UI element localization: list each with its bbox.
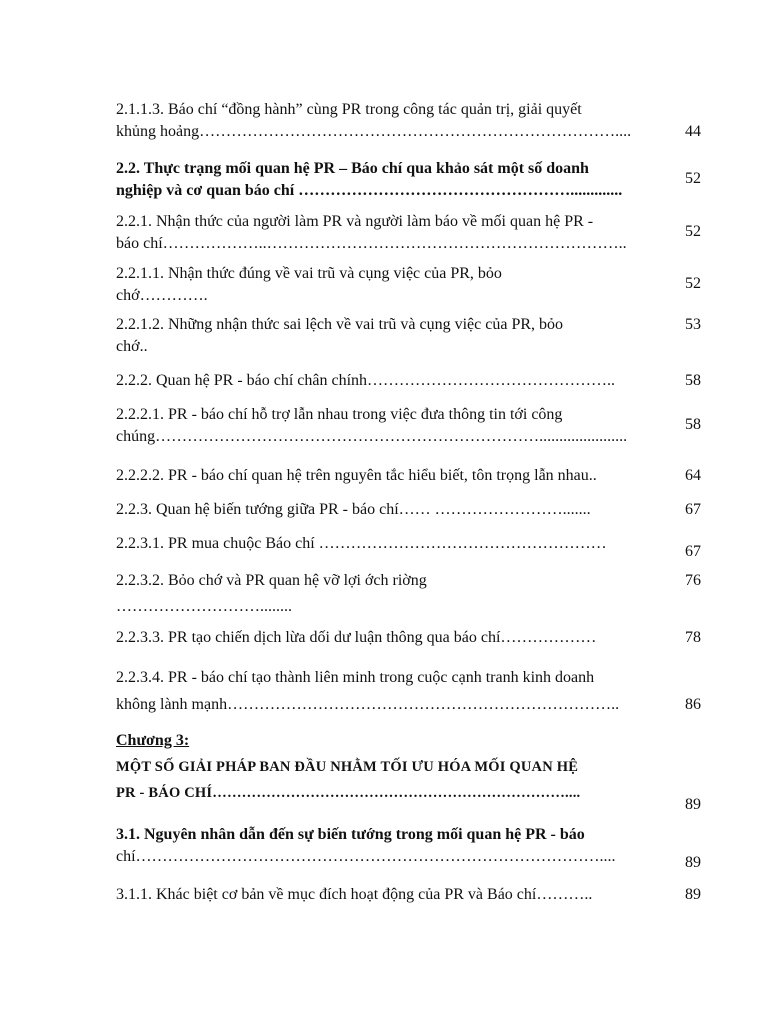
toc-line: 2.2.2. Quan hệ PR - báo chí chân chính……………………………………….. bbox=[116, 372, 616, 389]
toc-line: 2.2.1. Nhận thức của người làm PR và người làm báo về mối quan hệ PR - bbox=[116, 213, 594, 230]
toc-line: 2.2.2.2. PR - báo chí quan hệ trên nguyên tắc hiểu biết, tôn trọng lẫn nhau.. bbox=[116, 467, 597, 484]
toc-entry bbox=[116, 211, 701, 255]
toc-line: không lành mạnh……………………………………………………………….. bbox=[116, 696, 620, 713]
toc-line: 2.2.3.1. PR mua chuộc Báo chí ……………………………………………… bbox=[116, 535, 607, 552]
toc-page-number: 89 bbox=[685, 796, 701, 813]
chapter-title-line: PR - BÁO CHÍ……………………………………………………………….... bbox=[116, 785, 581, 801]
toc-page-number: 64 bbox=[685, 467, 701, 484]
chapter-label: Chương 3: bbox=[116, 732, 190, 749]
toc-page-number: 89 bbox=[685, 886, 701, 903]
toc-entry bbox=[116, 533, 701, 563]
toc-line: 2.2.1.2. Những nhận thức sai lệch về vai trũ và cụng việc của PR, bỏo bbox=[116, 316, 564, 333]
toc-page-number: 52 bbox=[685, 275, 701, 292]
toc-line: chí…………………………………………………………………………….... bbox=[116, 848, 616, 865]
toc-line: 2.2.3. Quan hệ biến tướng giữa PR - báo chí…… ……………………....... bbox=[116, 501, 591, 518]
toc-entry bbox=[116, 370, 701, 392]
toc-page-number: 44 bbox=[685, 123, 701, 140]
toc-entry bbox=[116, 465, 701, 487]
toc-line: 2.2.1.1. Nhận thức đúng về vai trũ và cụng việc của PR, bỏo bbox=[116, 265, 502, 282]
chapter-title-line: MỘT SỐ GIẢI PHÁP BAN ĐẦU NHẰM TỐI ƯU HÓA MỐI QUAN HỆ bbox=[116, 759, 579, 775]
toc-page-number: 67 bbox=[685, 543, 701, 560]
toc-entry bbox=[116, 99, 701, 143]
toc-entry bbox=[116, 884, 701, 906]
toc-page-number: 58 bbox=[685, 416, 701, 433]
toc-page-number: 52 bbox=[685, 170, 701, 187]
toc-page-number: 53 bbox=[685, 316, 701, 333]
toc-page-number: 58 bbox=[685, 372, 701, 389]
toc-line: 2.2.3.3. PR tạo chiến dịch lừa dối dư luận thông qua báo chí……………… bbox=[116, 629, 597, 646]
toc-entry-section bbox=[116, 158, 701, 202]
toc-line: 2.2.3.2. Bỏo chớ và PR quan hệ vỡ lợi ớch riờng bbox=[116, 572, 427, 589]
toc-line: ………………………........ bbox=[116, 598, 292, 615]
toc-line: 2.2. Thực trạng mối quan hệ PR – Báo chí qua khảo sát một số doanh bbox=[116, 160, 589, 177]
toc-line: 2.2.3.4. PR - báo chí tạo thành liên minh trong cuộc cạnh tranh kinh doanh bbox=[116, 669, 595, 686]
toc-line: báo chí………………..………………………………………………………….. bbox=[116, 235, 627, 252]
toc-page-number: 86 bbox=[685, 696, 701, 713]
toc-entry bbox=[116, 570, 701, 614]
toc-entry-section bbox=[116, 824, 701, 872]
toc-line: 2.2.2.1. PR - báo chí hỗ trợ lẫn nhau trong việc đưa thông tin tới công bbox=[116, 406, 563, 423]
toc-entry bbox=[116, 664, 701, 714]
toc-line: khủng hoảng…………………………………………………………………….... bbox=[116, 123, 632, 140]
toc-line: 2.1.1.3. Báo chí “đồng hành” cùng PR trong công tác quản trị, giải quyết bbox=[116, 101, 582, 118]
toc-entry bbox=[116, 499, 701, 521]
chapter-heading bbox=[116, 728, 701, 818]
toc-line: chớ.. bbox=[116, 338, 148, 355]
toc-page-number: 67 bbox=[685, 501, 701, 518]
toc-line: 3.1. Nguyên nhân dẫn đến sự biến tướng trong mối quan hệ PR - báo bbox=[116, 826, 585, 843]
toc-line: nghiệp và cơ quan báo chí ……………………………………………............. bbox=[116, 182, 623, 199]
toc-page-number: 78 bbox=[685, 629, 701, 646]
toc-line: chớ…………. bbox=[116, 287, 208, 304]
toc-page-number: 89 bbox=[685, 854, 701, 871]
toc-page-number: 52 bbox=[685, 223, 701, 240]
toc-line: 3.1.1. Khác biệt cơ bản về mục đích hoạt động của PR và Báo chí……….. bbox=[116, 886, 593, 903]
toc-entry bbox=[116, 627, 701, 649]
toc-line: chúng………………………………………………………………...................... bbox=[116, 428, 628, 445]
toc-entry bbox=[116, 404, 701, 448]
toc-entry bbox=[116, 263, 701, 307]
toc-entry bbox=[116, 314, 701, 358]
toc-page-number: 76 bbox=[685, 572, 701, 589]
